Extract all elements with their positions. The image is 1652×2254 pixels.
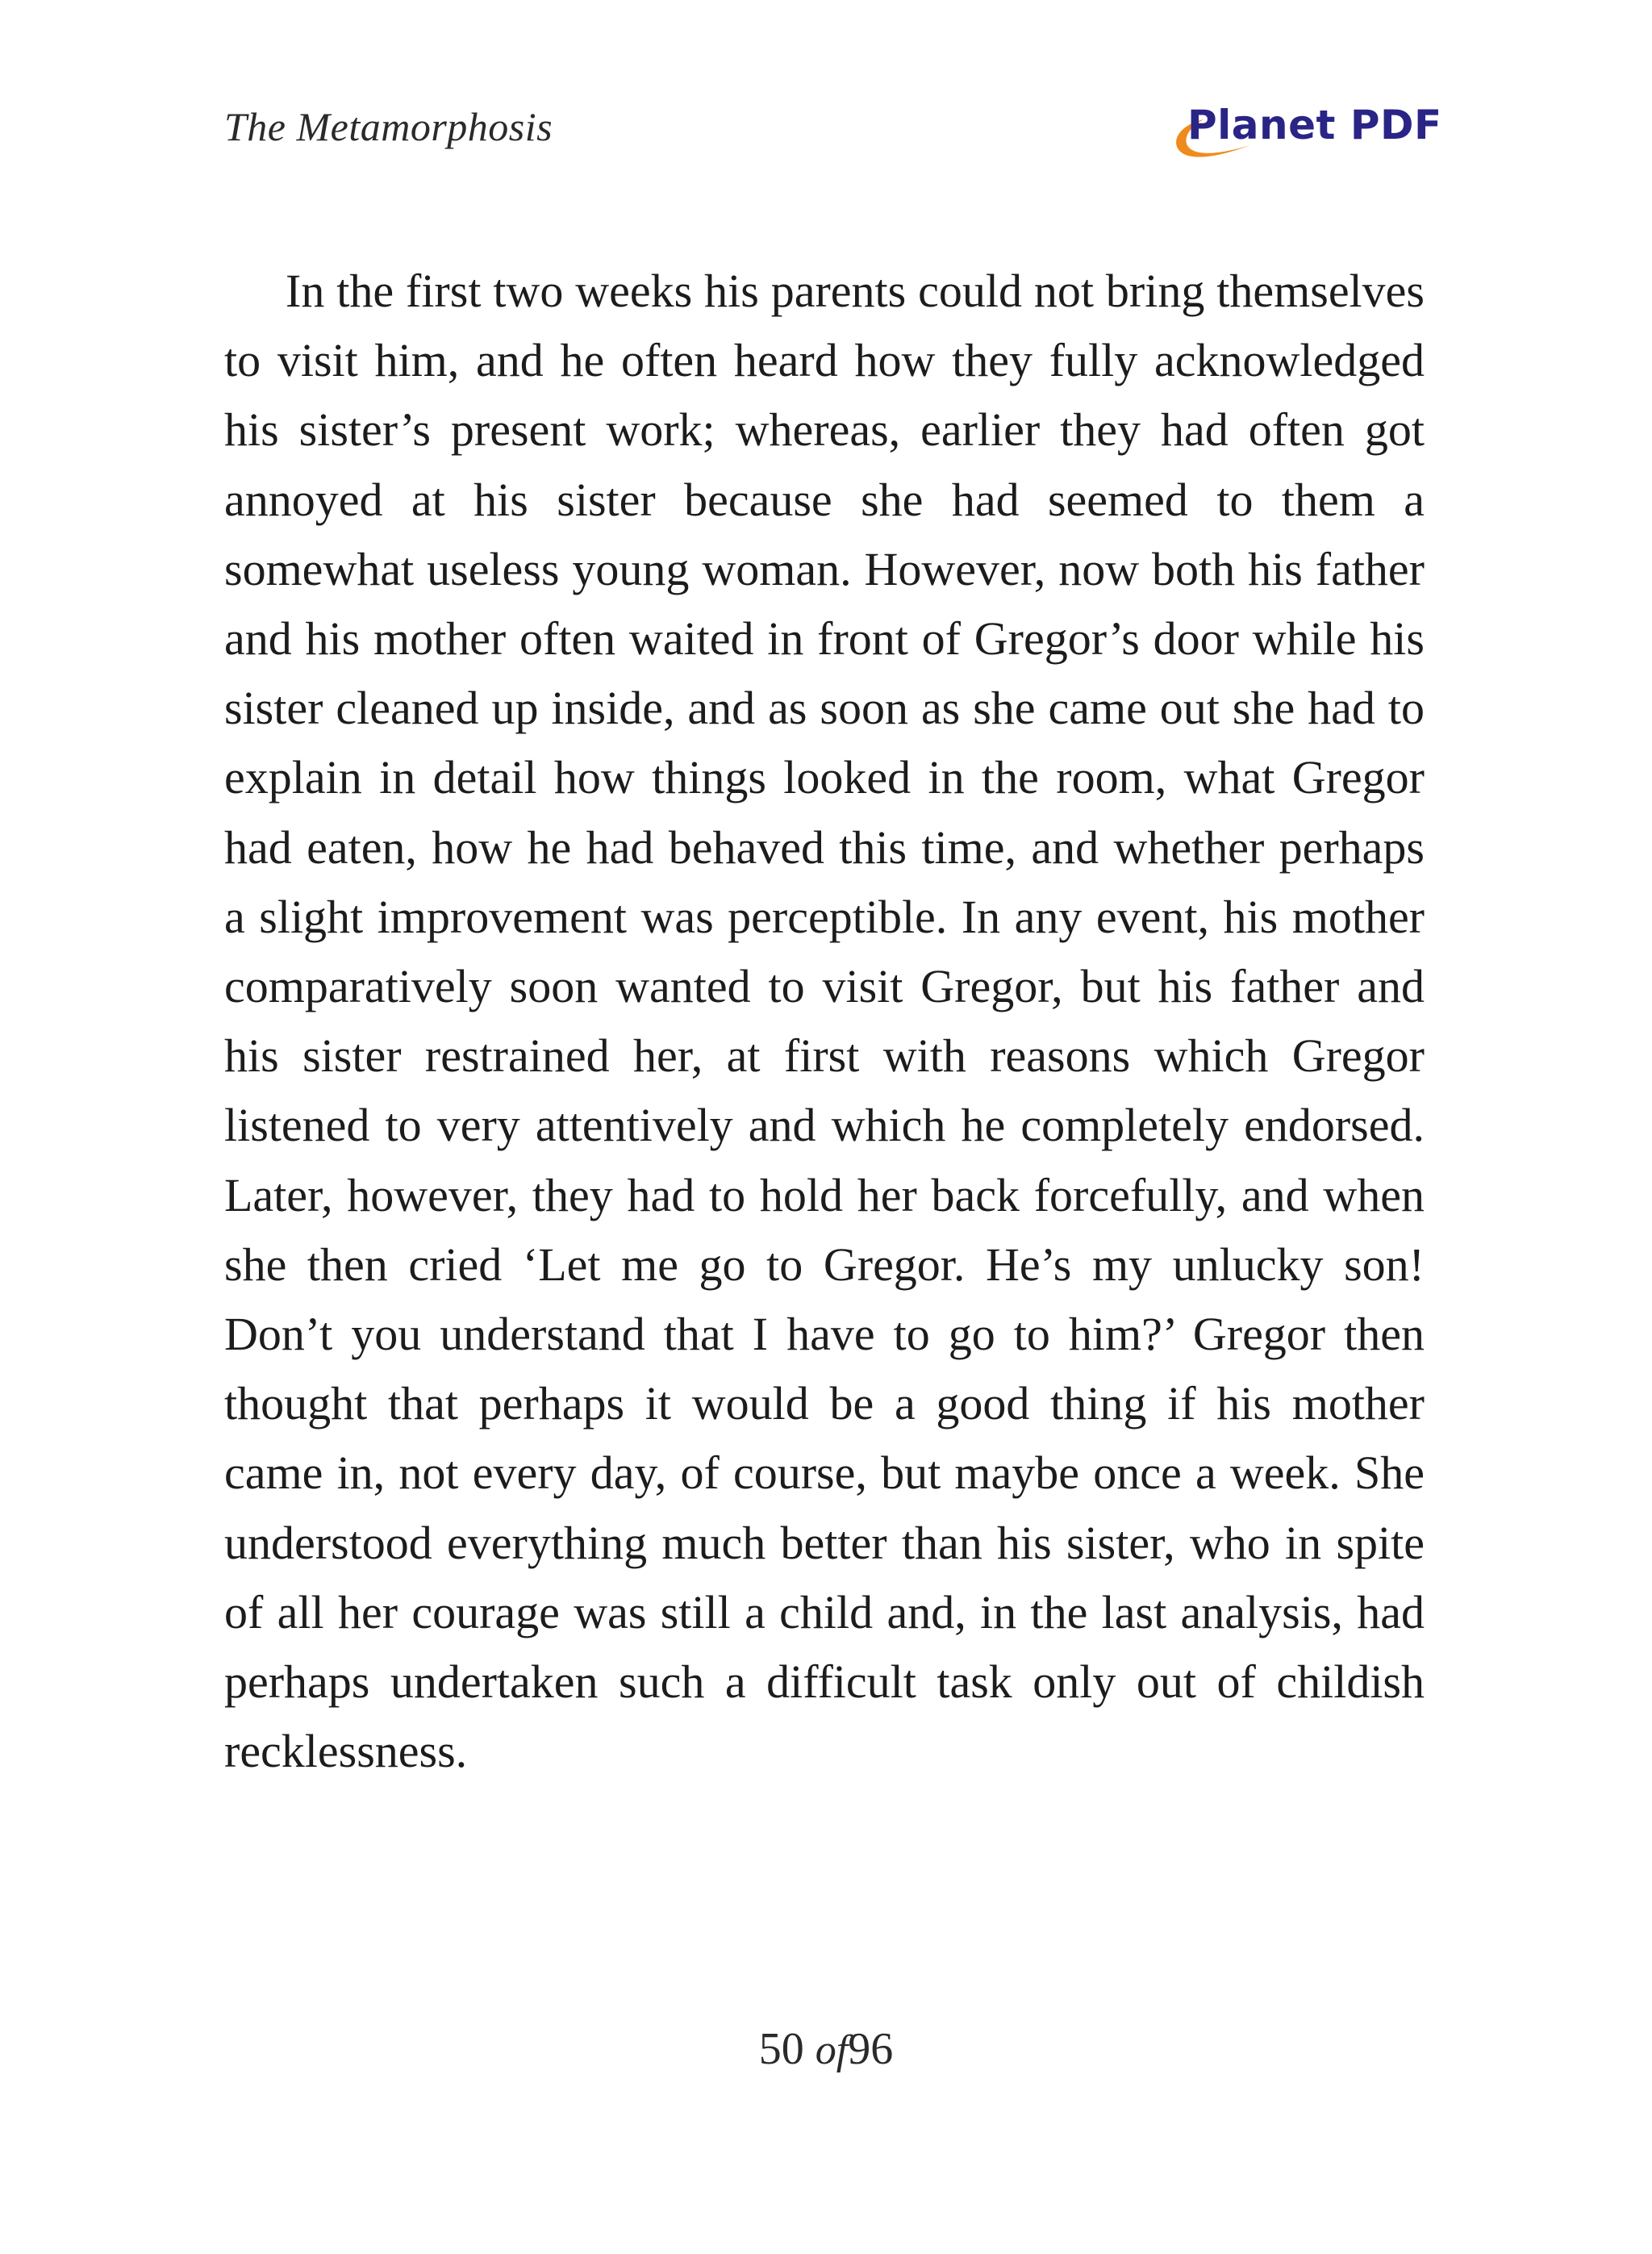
total-pages-number: 96: [848, 2024, 894, 2074]
running-head-title: The Metamorphosis: [224, 104, 553, 149]
planet-pdf-logo[interactable]: [1160, 95, 1442, 168]
body-paragraph: In the first two weeks his parents could not bring themselves to visit him, and he often heard how they fully acknowledged his sister’s present work; whereas, earlier they had often got annoyed at his sister because she had seemed to them a somewhat useless young woman. However, now both his father and his mother often waited in front of Gregor’s door while his sister cleaned up inside, and as soon as she came out she had to explain in detail how things looked in the room, what Gregor had eaten, how he had behaved this time, and whether perhaps a slight improvement was perceptible. In any event, his mother comparatively soon wanted to visit Gregor, but his father and his sister restrained her, at first with reasons which Gregor listened to very attentively and which he completely endorsed. Later, however, they had to hold her back forcefully, and when she then cried ‘Let me go to Gregor. He’s my unlucky son! Don’t you understand that I have to go to him?’ Gregor then thought that perhaps it would be a good thing if his mother came in, not every day, of course, but maybe once a week. She understood everything much better than his sister, who in spite of all her courage was still a child and, in the last analysis, had perhaps undertaken such a difficult task only out of childish recklessness.: [224, 265, 1425, 1778]
current-page-number: 50: [758, 2024, 804, 2074]
page-of-word: of: [815, 2027, 849, 2073]
logo-text: Planet PDF: [1187, 102, 1442, 148]
page-number: [0, 2023, 1652, 2075]
